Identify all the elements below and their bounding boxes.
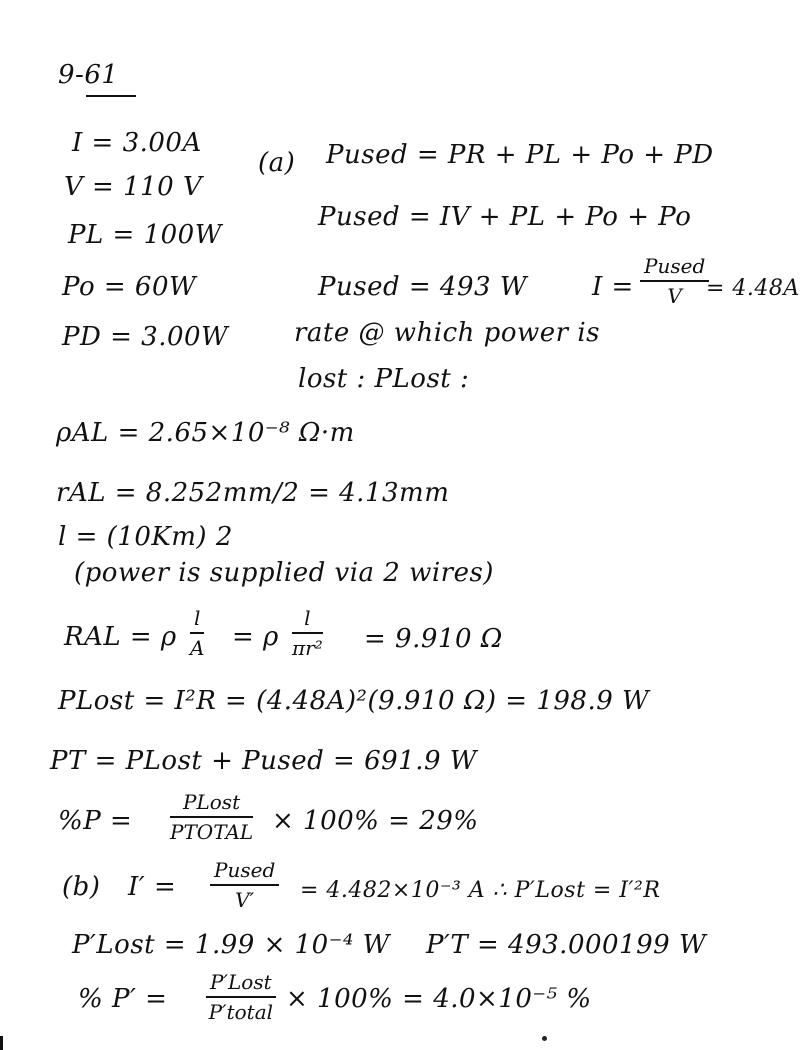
part-b-percent-fraction [206,970,276,1024]
resistivity: ρAL = 2.65×10⁻⁸ Ω·m [56,418,355,448]
part-b-percent-lhs: % P′ = [78,984,168,1014]
wire-note: (power is supplied via 2 wires) [74,558,494,588]
stray-mark [542,1036,547,1041]
resistance-fraction-2 [292,606,323,660]
part-a-label: (a) [258,148,296,178]
resistance-mid: = ρ [232,622,279,652]
resistance-fraction-1-denominator: A [190,636,205,660]
resistance-fraction-1-numerator: l [190,606,204,634]
problem-label: 9-61 [58,60,119,90]
lost-note-line2: lost : PLost : [298,364,470,394]
wire-radius: rAL = 8.252mm/2 = 4.13mm [56,478,450,508]
current-eq-rhs: = 4.48A [706,276,800,301]
resistance-fraction-1 [190,606,204,660]
resistance-rhs: = 9.910 Ω [364,624,503,654]
percent-fraction-denominator: PTOTAL [170,820,254,844]
p-used-sum-equation: Pused = PR + PL + Po + PD [326,140,714,170]
part-b-percent-fraction-denominator: P′total [208,1000,274,1024]
current-fraction-denominator: V [667,284,682,308]
part-b-current-fraction-numerator: Pused [210,858,279,886]
page-edge-mark [0,1036,3,1050]
lost-note-line1: rate @ which power is [294,318,600,348]
part-b-percent-rhs: × 100% = 4.0×10⁻⁵ % [286,984,592,1014]
part-b-current-fraction-denominator: V′ [235,888,255,912]
part-b-current-lhs: I′ = [128,872,177,902]
given-p-o: Po = 60W [62,272,197,302]
part-b-current-fraction [210,858,279,912]
percent-fraction-numerator: PLost [170,790,253,818]
part-b-lost-value: P′Lost = 1.99 × 10⁻⁴ W [72,930,390,960]
percent-rhs: × 100% = 29% [272,806,479,836]
part-b-current-rhs: = 4.482×10⁻³ A ∴ P′Lost = I′²R [300,878,661,903]
p-used-iv-equation: Pused = IV + PL + Po + Po [318,202,692,232]
power-total-equation: PT = PLost + Pused = 691.9 W [50,746,478,776]
percent-lhs: %P = [58,806,133,836]
given-p-l: PL = 100W [68,220,222,250]
resistance-fraction-2-denominator: πr² [292,636,323,660]
current-fraction-numerator: Pused [640,254,709,282]
p-used-value: Pused = 493 W [318,272,528,302]
resistance-lhs: RAL = ρ [64,622,177,652]
given-voltage: V = 110 V [64,172,203,202]
given-current: I = 3.00A [72,128,202,158]
wire-length: l = (10Km) 2 [58,522,233,552]
part-b-percent-fraction-numerator: P′Lost [206,970,276,998]
percent-fraction [170,790,253,844]
problem-label-underline [86,95,136,97]
current-fraction [640,254,709,308]
part-b-total-value: P′T = 493.000199 W [426,930,707,960]
current-eq-lhs: I = [592,272,634,302]
given-p-d: PD = 3.00W [62,322,229,352]
part-b-label: (b) [62,872,101,902]
resistance-fraction-2-numerator: l [292,606,323,634]
power-lost-equation: PLost = I²R = (4.48A)²(9.910 Ω) = 198.9 W [58,686,650,716]
